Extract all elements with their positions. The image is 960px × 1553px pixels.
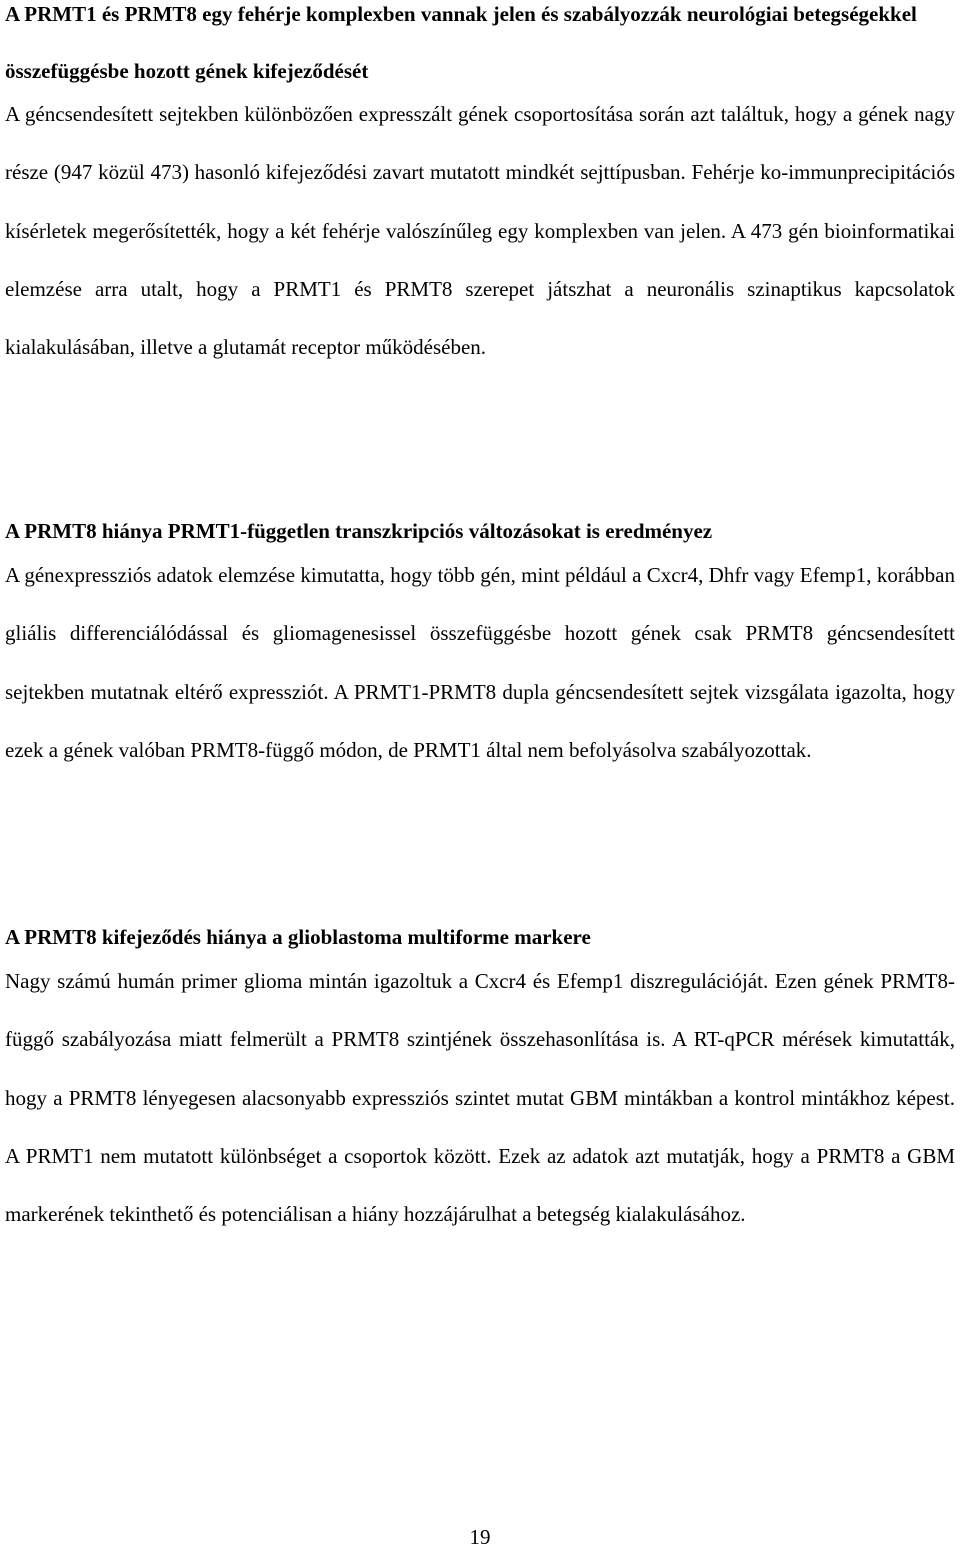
section-prmt1-prmt8-complex [5, 0, 955, 376]
section-heading: A PRMT8 hiánya PRMT1-független transzkripciós változásokat is eredményez [5, 519, 713, 543]
section-paragraph: A génexpressziós adatok elemzése kimutatta, hogy több gén, mint például a Cxcr4, Dhfr vagy Efemp1, korábban gliális differenciálódással és gliomagenesissel összefüggésbe hozott gének csak PRMT8 géncsendesített sejtekben mutatnak eltérő expressziót. A PRMT1-PRMT8 dupla géncsendesített sejtek vizsgálata igazolta, hogy ezek a gének valóban PRMT8-függő módon, de PRMT1 által nem befolyásolva szabályozottak. [5, 563, 955, 762]
page-number: 19 [469, 1525, 491, 1549]
section-heading: A PRMT8 kifejeződés hiánya a glioblastoma multiforme markere [5, 925, 591, 949]
section-heading: A PRMT1 és PRMT8 egy fehérje komplexben vannak jelen és szabályozzák neurológiai betegségekkel összefüggésbe hozott gének kifejeződését [5, 2, 917, 83]
section-paragraph: A géncsendesített sejtekben különbözően expresszált gének csoportosítása során azt találtuk, hogy a gének nagy része (947 közül 473) hasonló kifejeződési zavart mutatott mindkét sejttípusban. Fehérje ko-immunprecipitációs kísérletek megerősítették, hogy a két fehérje valószínűleg egy komplexben van jelen. A 473 gén bioinformatikai elemzése arra utalt, hogy a PRMT1 és PRMT8 szerepet játszhat a neuronális szinaptikus kapcsolatok kialakulásában, illetve a glutamát receptor működésében. [5, 102, 955, 360]
section-gbm-marker [5, 922, 955, 1243]
section-paragraph: Nagy számú humán primer glioma mintán igazoltuk a Cxcr4 és Efemp1 diszregulációját. Ezen gének PRMT8-függő szabályozása miatt felmerült a PRMT8 szintjének összehasonlítása is. A RT-qPCR mérések kimutatták, hogy a PRMT8 lényegesen alacsonyabb expressziós szintet mutat GBM mintákban a kontrol mintákhoz képest. A PRMT1 nem mutatott különbséget a csoportok között. Ezek az adatok azt mutatják, hogy a PRMT8 a GBM markerének tekinthető és potenciálisan a hiány hozzájárulhat a betegség kialakulásához. [5, 969, 955, 1227]
section-prmt8-independent-changes [5, 516, 955, 779]
